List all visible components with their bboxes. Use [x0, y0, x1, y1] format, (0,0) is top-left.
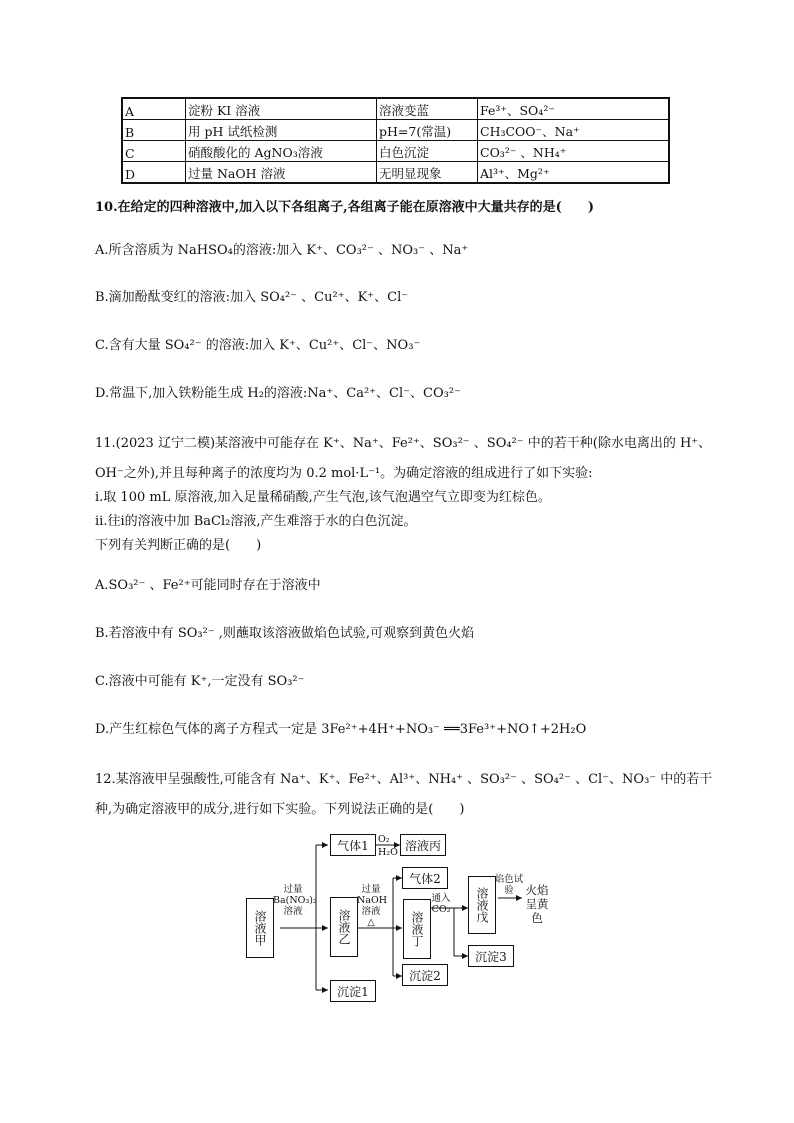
solution-a-box [246, 898, 274, 958]
solution-c-box [400, 834, 446, 856]
question-11-option-d: D.产生红棕色气体的离子方程式一定是 3Fe²⁺+4H⁺+NO₃⁻ ══3Fe³⁺+NO↑+2H₂O [95, 722, 587, 737]
question-11-option-c: C.溶液中可能有 K⁺,一定没有 SO₃²⁻ [95, 674, 305, 689]
ions-cell: Al³⁺、Mg²⁺ [478, 162, 670, 184]
precipitate-2-box [402, 964, 448, 986]
reagent-cell: 用 pH 试纸检测 [186, 120, 377, 141]
precipitate-3-label: 沉淀3 [475, 949, 507, 964]
gas-2-box [402, 867, 448, 889]
solution-d-box [403, 899, 431, 959]
reagent-2-label: 过量 NaOH 溶液 △ [357, 884, 388, 928]
table-row [122, 120, 669, 141]
reagent-cell: 淀粉 KI 溶液 [186, 98, 377, 120]
ions-cell: CH₃COO⁻、Na⁺ [478, 120, 670, 141]
solution-a-label: 溶液甲 [253, 910, 267, 946]
phenomenon-cell: pH=7(常温) [377, 120, 478, 141]
flame-result-label: 火焰呈黄色 [525, 883, 549, 925]
question-11-step-1: ⅰ.取 100 mL 原溶液,加入足量稀硝酸,产生气泡,该气泡遇空气立即变为红棕色。 [95, 490, 551, 505]
reagent-cell: 硝酸酸化的 AgNO₃溶液 [186, 141, 377, 162]
solution-d-label: 溶液丁 [410, 911, 424, 947]
question-11-step-2: ⅱ.往ⅰ的溶液中加 BaCl₂溶液,产生难溶于水的白色沉淀。 [95, 514, 417, 529]
question-11-option-b: B.若溶液中有 SO₃²⁻ ,则蘸取该溶液做焰色试验,可观察到黄色火焰 [95, 626, 475, 641]
question-10-option-b: B.滴加酚酞变红的溶液:加入 SO₄²⁻ 、Cu²⁺、K⁺、Cl⁻ [95, 290, 409, 305]
phenomenon-cell: 无明显现象 [377, 162, 478, 184]
solution-b-label: 溶液乙 [337, 909, 351, 945]
question-10-option-a: A.所含溶质为 NaHSO₄的溶液:加入 K⁺、CO₃²⁻ 、NO₃⁻ 、Na⁺ [95, 243, 469, 258]
question-10-stem: 10.在给定的四种溶液中,加入以下各组离子,各组离子能在原溶液中大量共存的是( ) [95, 200, 594, 215]
precipitate-1-label: 沉淀1 [337, 984, 369, 999]
question-12-stem-line2: 种,为确定溶液甲的成分,进行如下实验。下列说法正确的是( ) [95, 802, 465, 817]
ions-cell: Fe³⁺、SO₄²⁻ [478, 98, 670, 120]
phenomenon-cell: 溶液变蓝 [377, 98, 478, 120]
flame-test-label: 焰色试验 [494, 874, 524, 896]
reagent-cell: 过量 NaOH 溶液 [186, 162, 377, 184]
precipitate-3-box [468, 945, 514, 967]
table-row [122, 98, 669, 120]
gas-2-label: 气体2 [409, 871, 441, 886]
table-row [122, 162, 669, 184]
row-label: B [122, 120, 186, 141]
gas-1-label: 气体1 [337, 838, 369, 853]
precipitate-1-box [330, 980, 376, 1002]
question-11-stem-line1: 11.(2023 辽宁二模)某溶液中可能存在 K⁺、Na⁺、Fe²⁺、SO₃²⁻ 、SO₄²⁻ 中的若干种(除水电离出的 H⁺、 [95, 436, 712, 451]
row-label: A [122, 98, 186, 120]
reagent-1-label: 过量 Ba(NO₃)₂ 溶液 [273, 884, 317, 917]
question-11-option-a: A.SO₃²⁻ 、Fe²⁺可能同时存在于溶液中 [95, 578, 321, 593]
question-10-option-d: D.常温下,加入铁粉能生成 H₂的溶液:Na⁺、Ca²⁺、Cl⁻、CO₃²⁻ [95, 386, 461, 401]
question-12-stem-line1: 12.某溶液甲呈强酸性,可能含有 Na⁺、K⁺、Fe²⁺、Al³⁺、NH₄⁺ 、SO₃²⁻ 、SO₄²⁻ 、Cl⁻、NO₃⁻ 中的若干 [95, 772, 713, 787]
options-table [121, 97, 670, 184]
solution-b-box [330, 897, 358, 957]
solution-e-label: 溶液戊 [475, 887, 489, 923]
co2-label: 通入 CO₂ [431, 893, 451, 915]
solution-e-box [468, 876, 496, 934]
gas-1-box [330, 834, 376, 856]
question-11-stem-line2: OH⁻之外),并且每种离子的浓度均为 0.2 mol·L⁻¹。为确定溶液的组成进行了如下实验: [95, 466, 593, 481]
ions-cell: CO₃²⁻ 、NH₄⁺ [478, 141, 670, 162]
question-11-ask: 下列有关判断正确的是( ) [95, 538, 262, 553]
table-row [122, 141, 669, 162]
question-10-option-c: C.含有大量 SO₄²⁻ 的溶液:加入 K⁺、Cu²⁺、Cl⁻、NO₃⁻ [95, 338, 421, 353]
o2-label: O₂ [378, 834, 390, 845]
precipitate-2-label: 沉淀2 [409, 968, 441, 983]
phenomenon-cell: 白色沉淀 [377, 141, 478, 162]
solution-c-label: 溶液丙 [404, 838, 441, 853]
row-label: C [122, 141, 186, 162]
row-label: D [122, 162, 186, 184]
h2o-label: H₂O [378, 847, 398, 858]
